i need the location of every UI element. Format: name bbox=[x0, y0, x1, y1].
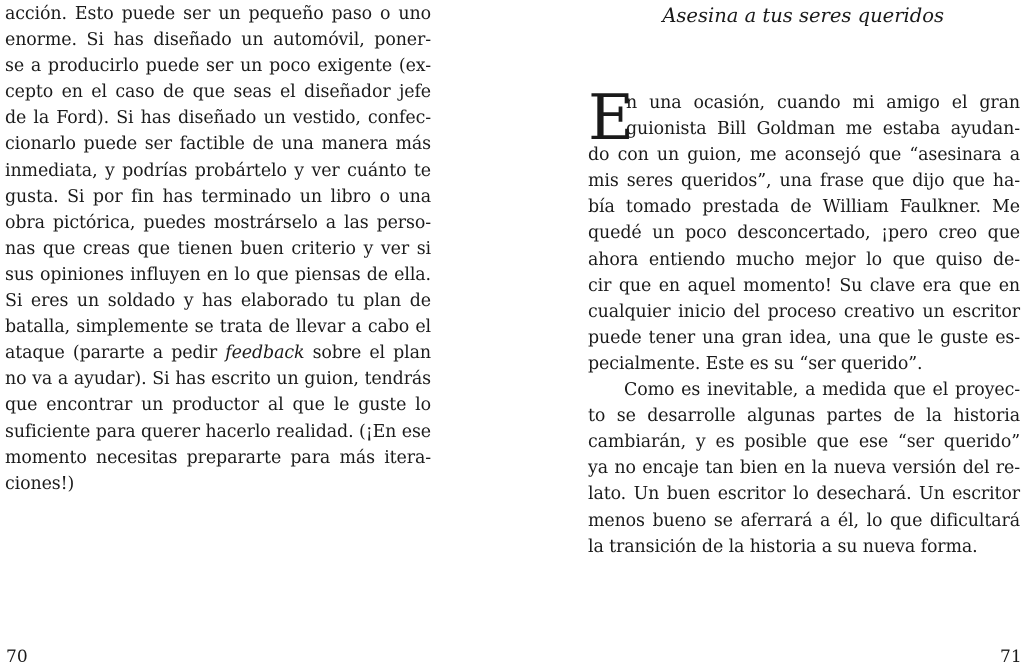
right-page-body bbox=[588, 81, 1020, 560]
text-line: que encontrar un productor al que le guste lo bbox=[5, 395, 431, 416]
text-line: Si eres un soldado y has elaborado tu plan de bbox=[5, 291, 431, 312]
text-line: pecialmente. Este es su “ser querido”. bbox=[588, 353, 923, 374]
page-number-left: 70 bbox=[6, 647, 28, 667]
text-line: ahora entiendo mucho mejor lo que quiso de- bbox=[588, 249, 1020, 270]
text-line: de la Ford). Si has diseñado un vestido, confec- bbox=[5, 108, 431, 129]
text-line: mis seres queridos”, una frase que dijo que ha- bbox=[588, 171, 1020, 192]
text-line: la transición de la historia a su nueva forma. bbox=[588, 536, 978, 557]
text-line: bía tomado prestada de William Faulkner. Me bbox=[588, 197, 1020, 218]
text-line: menos bueno se aferrará a él, lo que dificultará bbox=[588, 510, 1020, 531]
right-page bbox=[588, 0, 1020, 672]
text-line: ciones!) bbox=[5, 473, 75, 494]
text-line: sus opiniones influyen en lo que piensas de ella. bbox=[5, 264, 431, 285]
text-line: se a producirlo puede ser un poco exigente (ex- bbox=[5, 56, 431, 77]
text-line: ya no encaje tan bien en la nueva versión del re- bbox=[588, 458, 1020, 479]
left-page-body bbox=[5, 1, 431, 497]
text-line: acción. Esto puede ser un pequeño paso o uno bbox=[5, 4, 431, 24]
text-line: cualquier inicio del proceso creativo un escritor bbox=[588, 301, 1020, 322]
text-line: quedé un poco desconcertado, ¡pero creo que bbox=[588, 223, 1020, 244]
text-line: inmediata, y podrías probártelo y ver cuánto te bbox=[5, 160, 431, 181]
text-line: momento necesitas prepararte para más itera- bbox=[5, 447, 431, 468]
text-line: suficiente para querer hacerlo realidad. (¡En ese bbox=[5, 421, 431, 442]
text-line: enorme. Si has diseñado un automóvil, poner- bbox=[5, 30, 431, 51]
page-number-right: 71 bbox=[1000, 647, 1022, 667]
left-page bbox=[5, 0, 437, 672]
text-fragment: sobre el plan bbox=[304, 343, 431, 364]
text-line: nas que creas que tienen buen criterio y ver si bbox=[5, 238, 431, 259]
text-fragment: n una ocasión, cuando mi amigo el gran bbox=[626, 93, 1020, 113]
text-line: gusta. Si por fin has terminado un libro o una bbox=[5, 186, 431, 207]
text-line-with-emphasis bbox=[5, 340, 431, 366]
chapter-title: Asesina a tus seres queridos bbox=[662, 4, 944, 27]
text-line: cionarlo puede ser factible de una manera más bbox=[5, 134, 431, 155]
text-line: cambiarán, y es posible que ese “ser querido” bbox=[588, 432, 1020, 453]
text-line: batalla, simplemente se trata de llevar a cabo el bbox=[5, 317, 431, 338]
text-line: to se desarrolle algunas partes de la historia bbox=[588, 406, 1020, 427]
text-line: no va a ayudar). Si has escrito un guion, tendrás bbox=[5, 369, 431, 390]
text-line: lato. Un buen escritor lo desechará. Un escritor bbox=[588, 484, 1020, 505]
text-line: Como es inevitable, a medida que el proyec- bbox=[624, 380, 1020, 401]
emphasis-word: feedback bbox=[225, 343, 305, 364]
text-line: cepto en el caso de que seas el diseñador jefe bbox=[5, 82, 431, 103]
text-fragment: ataque (pararte a pedir bbox=[5, 343, 226, 364]
drop-cap: E bbox=[588, 81, 634, 154]
text-line: guionista Bill Goldman me estaba ayudan- bbox=[626, 119, 1020, 140]
text-line: puede tener una gran idea, una que le guste es- bbox=[588, 327, 1020, 348]
text-line: obra pictórica, puedes mostrárselo a las perso- bbox=[5, 212, 431, 233]
text-line: do con un guion, me aconsejó que “asesinara a bbox=[588, 145, 1020, 166]
text-line: cir que en aquel momento! Su clave era que en bbox=[588, 275, 1020, 296]
